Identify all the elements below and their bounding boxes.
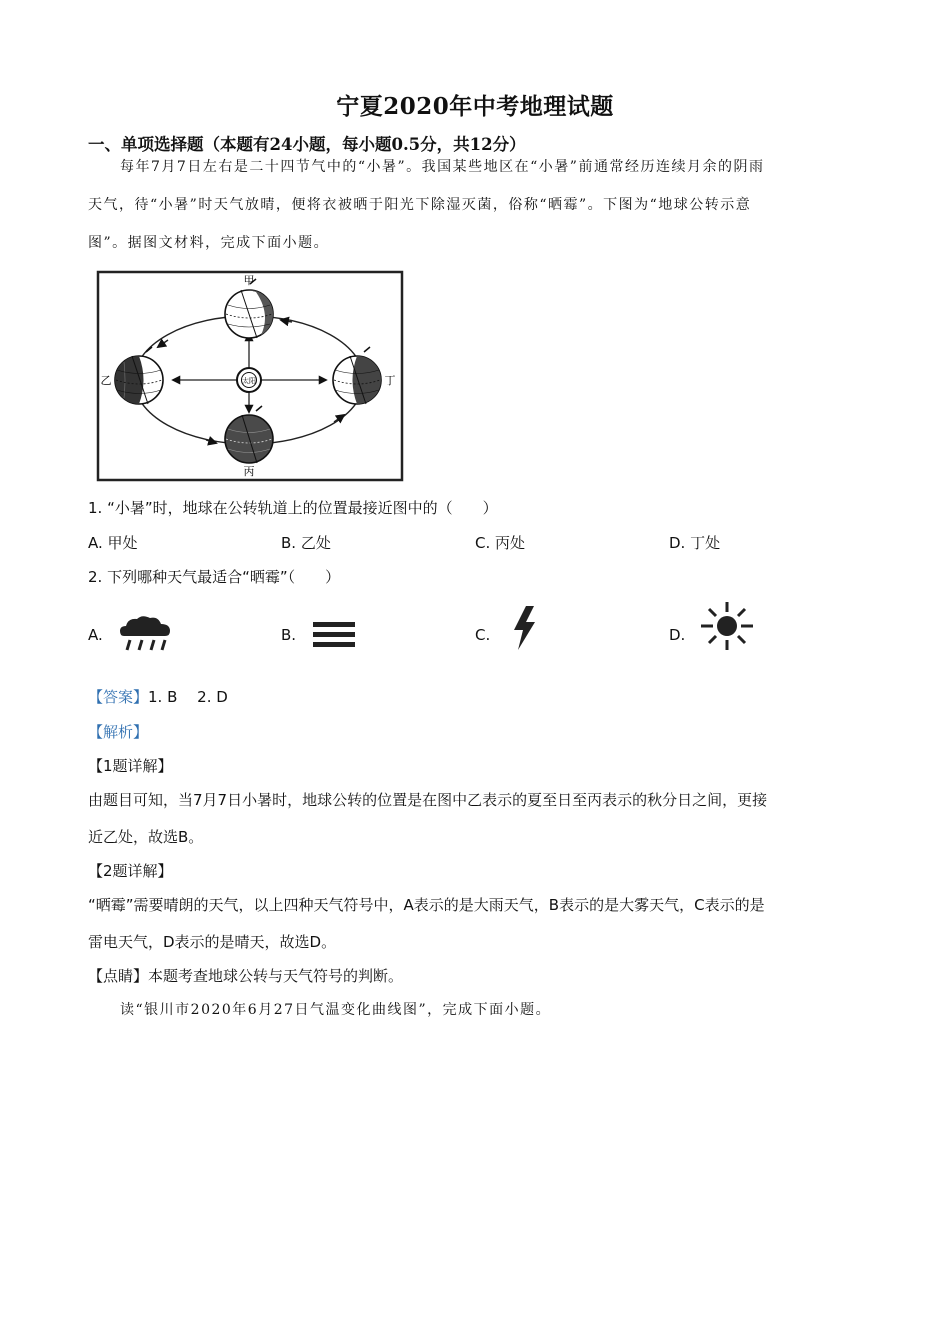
q2-option-b-label: B. xyxy=(281,626,297,644)
q1-option-d: D. 丁处 xyxy=(669,534,721,552)
q2-option-c-label: C. xyxy=(475,626,491,644)
question-2-stem: 2. 下列哪种天气最适合“晒霉”（ ） xyxy=(88,568,341,586)
intro-line-3: 图”。据图文材料，完成下面小题。 xyxy=(88,235,330,251)
label-bing: 丙 xyxy=(243,465,255,478)
detail-2-line-1: “晒霉”需要晴朗的天气，以上四种天气符号中，A表示的是大雨天气，B表示的是大雾天气，C表示的是 xyxy=(88,896,765,914)
fog-icon xyxy=(313,619,355,651)
answer-tag: 【答案】 xyxy=(88,688,149,706)
comment-text: 本题考查地球公转与天气符号的判断。 xyxy=(148,967,404,985)
answer-text: 1. B 2. D xyxy=(148,688,228,706)
earth-revolution-diagram xyxy=(96,270,404,482)
intro-line-1: 每年7月7日左右是二十四节气中的“小暑”。我国某些地区在“小暑”前通常经历连续月余的阴雨 xyxy=(120,159,765,175)
q1-option-c: C. 丙处 xyxy=(475,534,526,552)
q2-option-d-label: D. xyxy=(669,626,686,644)
label-ding: 丁 xyxy=(384,374,396,387)
page-title: 宁夏2020年中考地理试题 xyxy=(336,93,614,120)
detail-1-line-1: 由题目可知，当7月7日小暑时，地球公转的位置是在图中乙表示的夏至日至丙表示的秋分日之间，更接 xyxy=(88,791,768,809)
answer-line xyxy=(88,686,228,707)
comment-line xyxy=(88,965,403,986)
label-yi: 乙 xyxy=(100,374,112,387)
section-heading: 一、单项选择题（本题有24小题，每小题0.5分，共12分） xyxy=(88,135,526,154)
q1-option-b: B. 乙处 xyxy=(281,534,331,552)
comment-tag: 【点睛】 xyxy=(88,967,149,985)
detail-2-heading: 【2题详解】 xyxy=(88,862,173,880)
next-intro: 读“银川市2020年6月27日气温变化曲线图”，完成下面小题。 xyxy=(120,1002,552,1018)
detail-1-line-2: 近乙处，故选B。 xyxy=(88,828,204,846)
label-jia: 甲 xyxy=(243,274,255,287)
detail-1-heading: 【1题详解】 xyxy=(88,757,173,775)
analysis-tag: 【解析】 xyxy=(88,723,149,741)
question-1-stem: 1. “小暑”时，地球在公转轨道上的位置最接近图中的（ ） xyxy=(88,499,498,517)
intro-line-2: 天气，待“小暑”时天气放晴，便将衣被晒于阳光下除湿灭菌，俗称“晒霉”。下图为“地球公转示意 xyxy=(88,197,752,213)
sun-label: 太阳 xyxy=(242,377,256,385)
q2-option-a-label: A. xyxy=(88,626,103,644)
q1-option-a: A. 甲处 xyxy=(88,534,138,552)
thunder-icon xyxy=(508,604,540,652)
detail-2-line-2: 雷电天气，D表示的是晴天，故选D。 xyxy=(88,933,337,951)
heavy-rain-icon xyxy=(118,614,174,654)
sunny-icon xyxy=(700,601,754,651)
